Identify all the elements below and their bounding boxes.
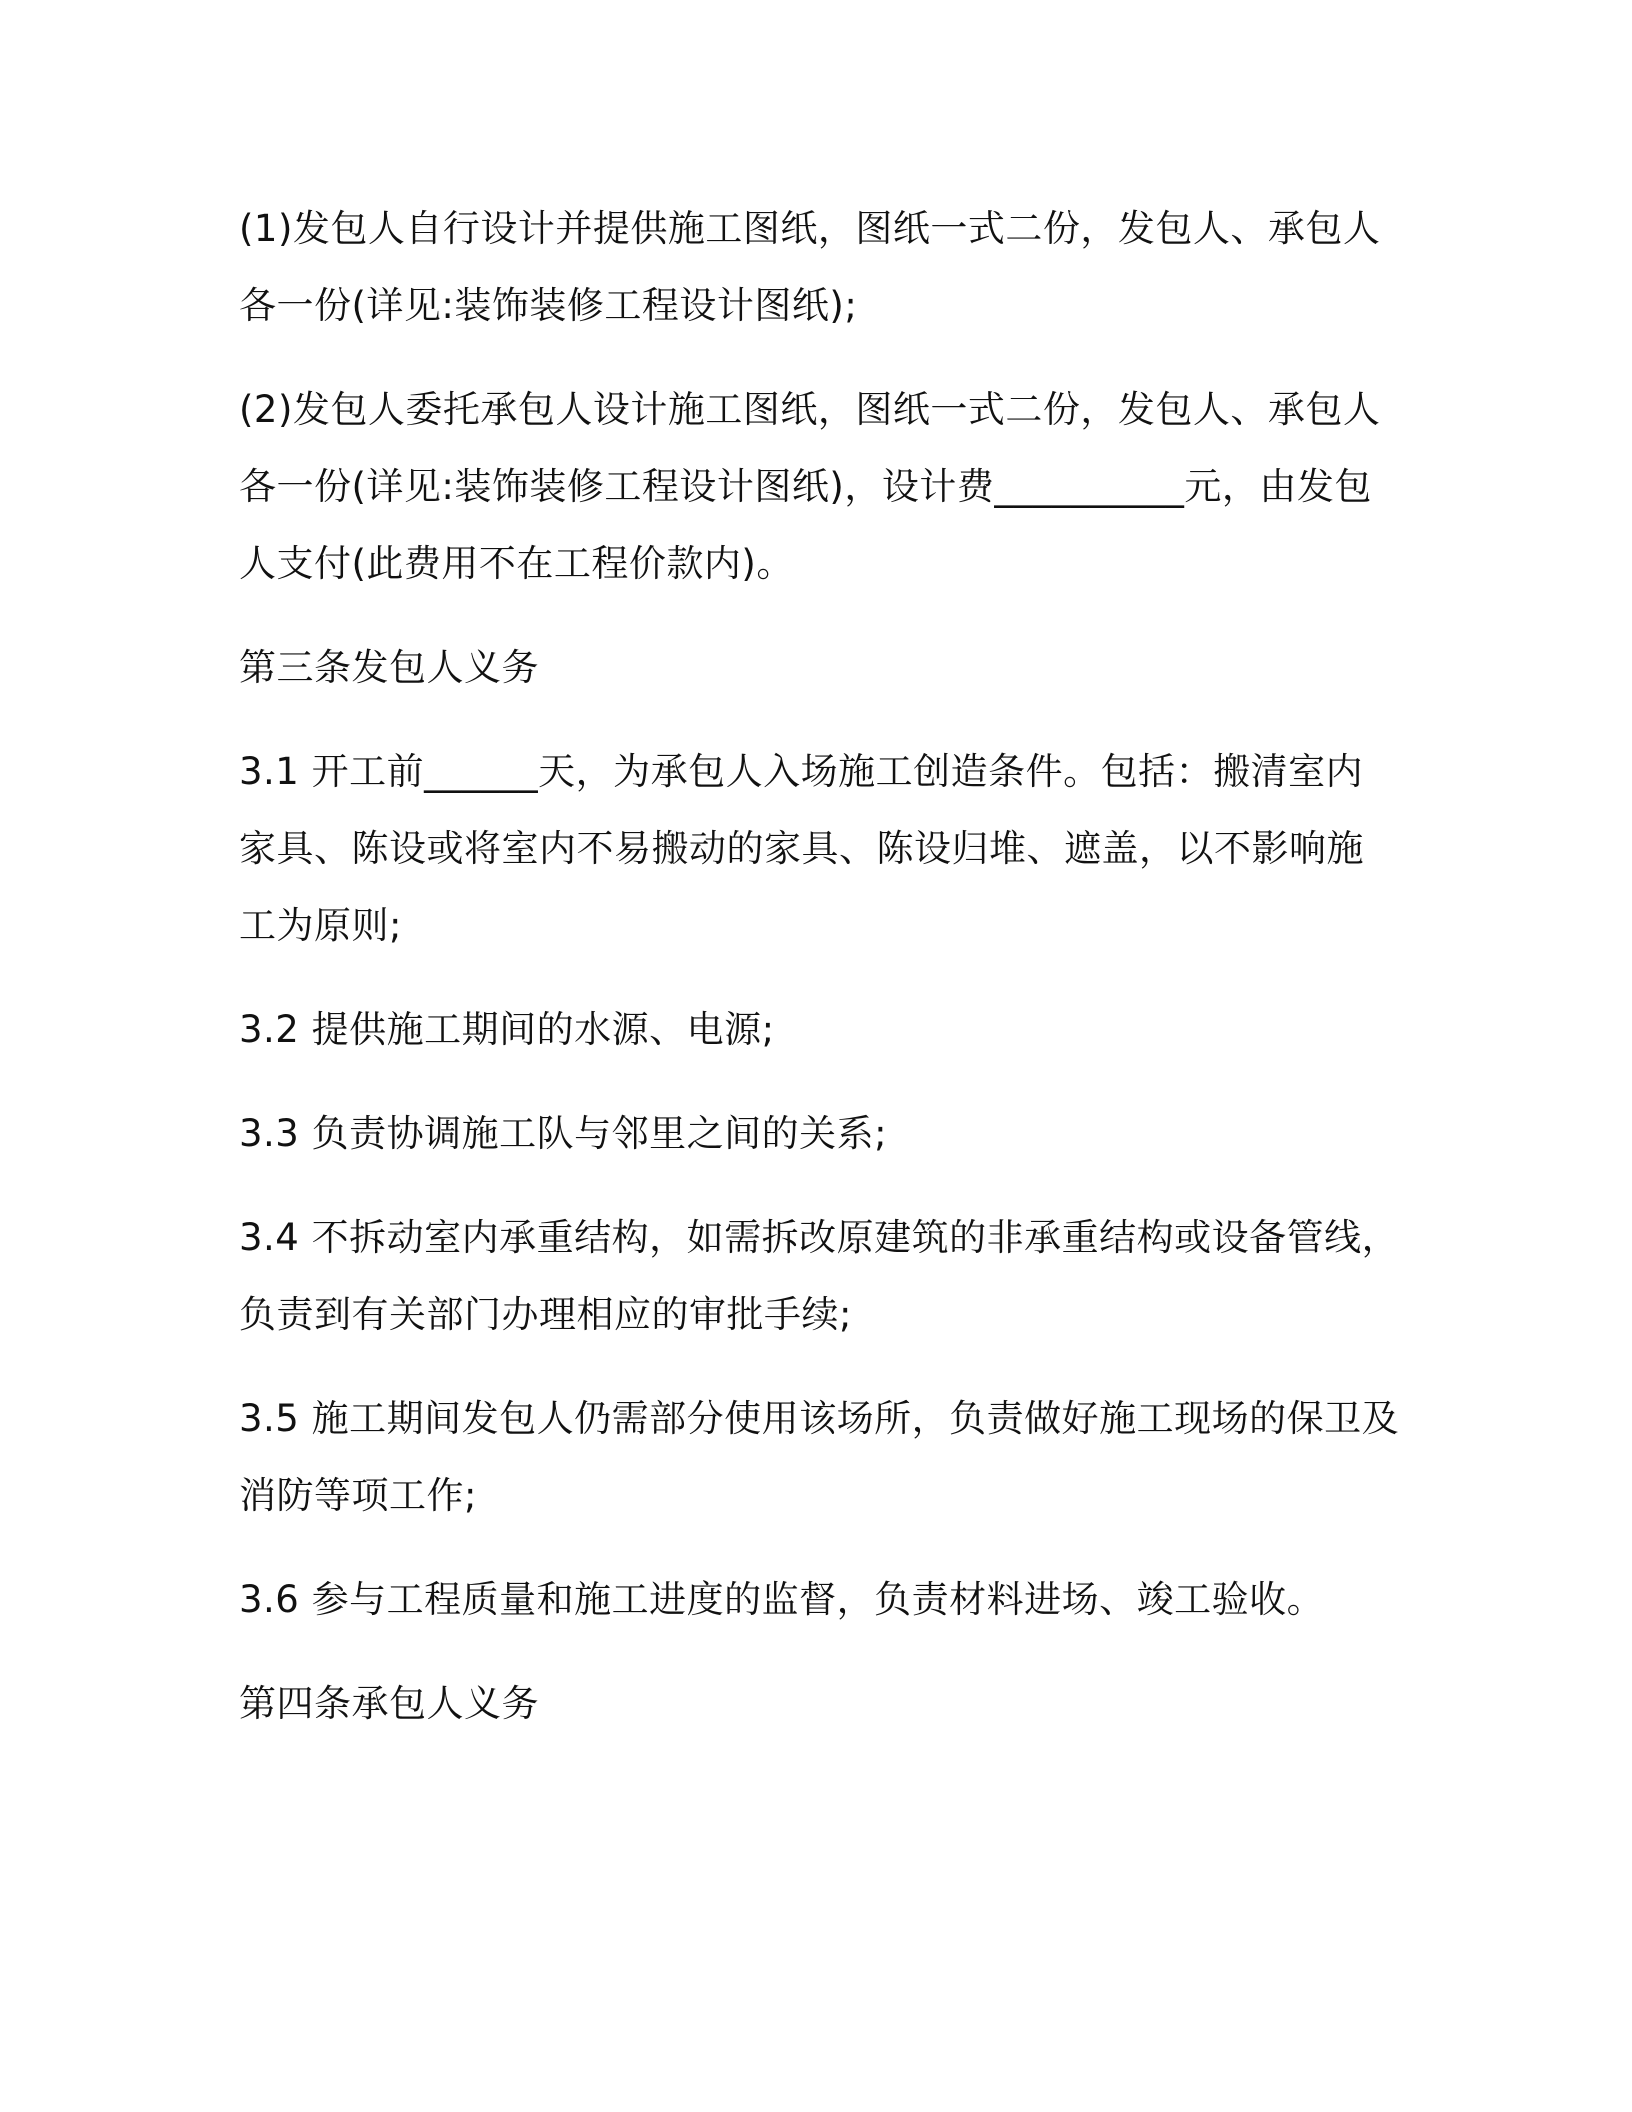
text-line: 各一份(详见:装饰装修工程设计图纸);	[239, 284, 858, 327]
text-line: (2)发包人委托承包人设计施工图纸，图纸一式二份，发包人、承包人	[239, 388, 1381, 431]
heading-text: 第三条发包人义务	[239, 646, 539, 689]
document-body	[239, 190, 1400, 1769]
text-line: 消防等项工作;	[239, 1474, 477, 1517]
text-line: 各一份(详见:装饰装修工程设计图纸)，设计费__________元，由发包	[239, 465, 1372, 508]
clause-3-4	[239, 1199, 1400, 1353]
text-line: 3.4 不拆动室内承重结构，如需拆改原建筑的非承重结构或设备管线，	[239, 1216, 1400, 1259]
clause-3-1	[239, 733, 1379, 964]
section-heading-article-4	[239, 1665, 1379, 1742]
text-line: 家具、陈设或将室内不易搬动的家具、陈设归堆、遮盖，以不影响施	[239, 827, 1364, 870]
heading-text: 第四条承包人义务	[239, 1682, 539, 1725]
paragraph-design-option-1	[239, 190, 1379, 344]
clause-3-5	[239, 1380, 1400, 1534]
text-line: 3.6 参与工程质量和施工进度的监督，负责材料进场、竣工验收。	[239, 1578, 1325, 1621]
clause-3-3	[239, 1095, 1379, 1172]
clause-3-6	[239, 1561, 1379, 1638]
text-line: 3.1 开工前______天，为承包人入场施工创造条件。包括：搬清室内	[239, 750, 1364, 793]
text-line: 3.5 施工期间发包人仍需部分使用该场所，负责做好施工现场的保卫及	[239, 1397, 1400, 1440]
section-heading-article-3	[239, 629, 1379, 706]
paragraph-design-option-2	[239, 371, 1379, 602]
text-line: 人支付(此费用不在工程价款内)。	[239, 542, 794, 585]
text-line: 工为原则;	[239, 904, 402, 947]
text-line: (1)发包人自行设计并提供施工图纸，图纸一式二份，发包人、承包人	[239, 207, 1381, 250]
text-line: 3.3 负责协调施工队与邻里之间的关系;	[239, 1112, 888, 1155]
clause-3-2	[239, 991, 1379, 1068]
text-line: 负责到有关部门办理相应的审批手续;	[239, 1293, 852, 1336]
text-line: 3.2 提供施工期间的水源、电源;	[239, 1008, 775, 1051]
